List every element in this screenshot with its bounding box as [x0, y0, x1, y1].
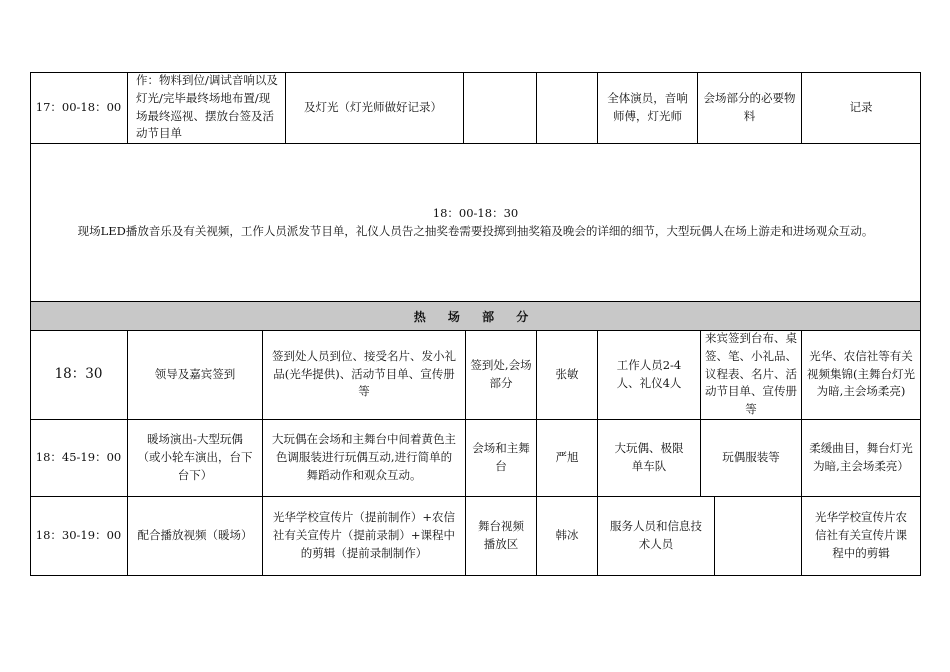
top-row-person [537, 72, 598, 144]
table-row-2-detail: 大玩偶在会场和主舞台中间着黄色主色调服装进行玩偶互动,进行简单的舞蹈动作和观众互动。 [263, 420, 466, 497]
note-text: 现场LED播放音乐及有关视频，工作人员派发节目单，礼仪人员告之抽奖卷需要投掷到抽奖箱及晚会的详细的细节，大型玩偶人在场上游走和进场观众互动。 [77, 224, 874, 238]
table-row-3-time: 18：30-19：00 [30, 497, 128, 576]
table-row-1-staff: 工作人员2-4人、礼仪4人 [598, 330, 701, 420]
table-row-3-remark: 光华学校宣传片农信社有关宣传片课程中的剪辑 [802, 497, 921, 576]
table-row-2-person: 严旭 [537, 420, 598, 497]
table-row-2-location: 会场和主舞台 [466, 420, 537, 497]
table-row-1-person: 张敏 [537, 330, 598, 420]
table-row-1-time: 18：30 [30, 330, 128, 420]
table-row-2-staff: 大玩偶、极限单车队 [598, 420, 701, 497]
top-row-remark: 记录 [802, 72, 921, 144]
note-block [30, 143, 921, 302]
table-row-3-location: 舞台视频播放区 [466, 497, 537, 576]
table-row-2-remark: 柔缓曲目，舞台灯光为暗,主会场柔亮） [802, 420, 921, 497]
top-row-materials: 会场部分的必要物料 [698, 72, 802, 144]
top-row-item: 作：物料到位/调试音响以及灯光/完毕最终场地布置/现场最终巡视、摆放台签及活动节目单 [128, 72, 286, 144]
top-row-staff: 全体演员，音响师傅，灯光师 [598, 72, 698, 144]
top-row-time: 17：00-18：00 [30, 72, 128, 144]
table-row-3-materials [715, 497, 802, 576]
table-row-2-time: 18：45-19：00 [30, 420, 128, 497]
table-row-2-item: 暖场演出-大型玩偶（或小轮车演出，台下台下） [128, 420, 263, 497]
table-row-1-remark: 光华、农信社等有关视频集锦(主舞台灯光为暗,主会场柔亮) [802, 330, 921, 420]
table-row-1-materials: 来宾签到台布、桌签、笔、小礼品、议程表、名片、活动节目单、宣传册等 [701, 330, 802, 420]
table-row-1-location: 签到处,会场部分 [466, 330, 537, 420]
table-row-1-detail: 签到处人员到位、接受名片、发小礼品(光华提供)、活动节目单、宣传册等 [263, 330, 466, 420]
table-row-1-item: 领导及嘉宾签到 [128, 330, 263, 420]
table-row-3-detail: 光华学校宣传片（提前制作）+农信社有关宣传片（提前录制）+课程中的剪辑（提前录制制作） [263, 497, 466, 576]
table-row-3-staff: 服务人员和信息技术人员 [598, 497, 715, 576]
table-row-3-person: 韩冰 [537, 497, 598, 576]
top-row-detail: 及灯光（灯光师做好记录） [286, 72, 464, 144]
table-row-2-materials: 玩偶服装等 [701, 420, 802, 497]
section-band: 热 场 部 分 [30, 301, 921, 331]
table-row-3-item: 配合播放视频（暖场） [128, 497, 263, 576]
note-time: 18：00-18：30 [432, 205, 519, 220]
top-row-location [464, 72, 537, 144]
